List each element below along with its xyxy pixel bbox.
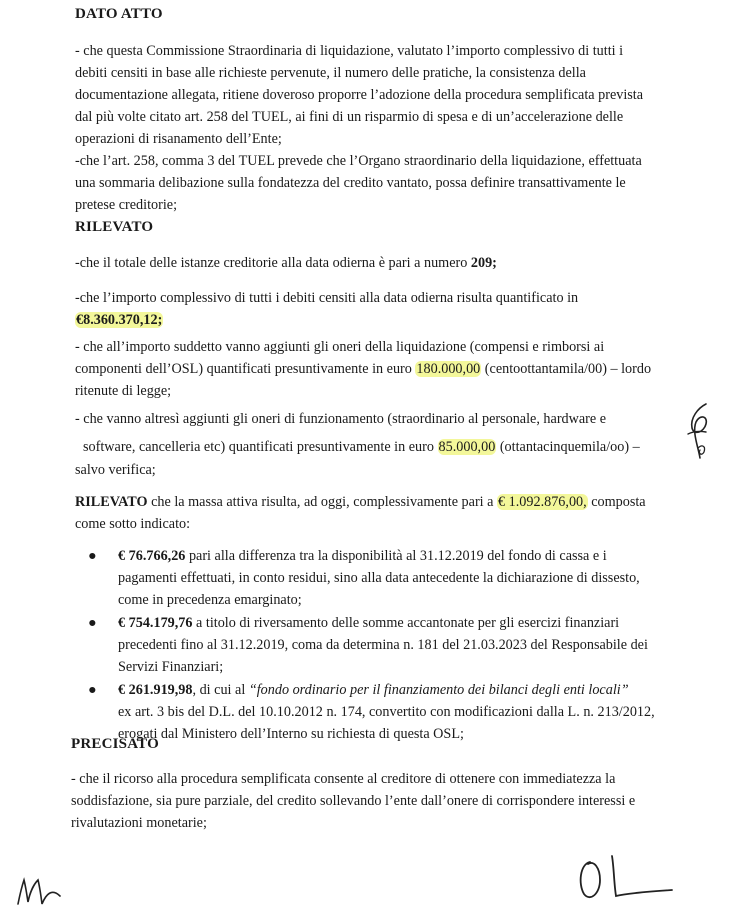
text-line: operazioni di risanamento dell’Ente;	[75, 131, 282, 147]
text-line	[75, 309, 675, 331]
text-line: -che l’importo complessivo di tutti i debiti censiti alla data odierna risulta quantificato in	[75, 290, 579, 306]
paragraph-dato-atto-1	[75, 40, 667, 150]
text-segment: pari alla differenza tra la disponibilità al 31.12.2019 del fondo di cassa e i	[185, 548, 607, 564]
highlighted-operating-costs: 85.000,00	[438, 439, 496, 455]
bottom-left-signature	[14, 866, 74, 906]
text-segment: componenti dell’OSL) quantificati presuntivamente in euro	[75, 361, 416, 377]
text-line	[118, 612, 678, 634]
text-line: pagamenti effettuati, in conto residui, sino alla data antecedente la dichiarazione di dissesto,	[118, 570, 640, 586]
highlighted-liquidation-costs: 180.000,00	[416, 361, 481, 377]
heading-dato-atto: DATO ATTO	[75, 6, 163, 22]
text-line: una sommaria delibazione sulla fondatezza del credito vantato, possa definire transattivamente le	[75, 175, 626, 191]
text-line	[75, 358, 675, 380]
list-item	[88, 679, 678, 745]
text-line	[118, 679, 678, 701]
text-line: dal più volte citato art. 258 del TUEL, ai fini di un risparmio di spesa e di un’accelerazione delle	[75, 109, 624, 125]
paragraph-massa-attiva	[75, 491, 675, 535]
text-line	[75, 491, 675, 513]
paragraph-dato-atto-2	[75, 150, 667, 216]
paragraph-precisato-1	[71, 768, 667, 834]
text-line: - che vanno altresì aggiunti gli oneri di funzionamento (straordinario al personale, hardware e	[75, 411, 607, 427]
highlighted-active-mass: € 1.092.876,00,	[498, 494, 587, 510]
heading-rilevato: RILEVATO	[75, 219, 154, 235]
bullet-amount: € 261.919,98	[118, 682, 193, 698]
bullet-icon: ●	[88, 682, 97, 698]
text-line: precedenti fino al 31.12.2019, coma da determina n. 181 del 21.03.2023 del Responsabile dei	[118, 637, 648, 653]
text-line: come in precedenza emarginato;	[118, 592, 302, 608]
list-item	[88, 612, 678, 678]
highlighted-debt-amount: €8.360.370,12;	[76, 312, 163, 328]
text-line: come sotto indicato:	[75, 516, 191, 532]
text-line: debiti censiti in base alle richieste pervenute, il numero delle pratiche, la consistenza della	[75, 65, 586, 81]
margin-initials-signature	[676, 398, 720, 468]
text-line: ritenute di legge;	[75, 383, 172, 399]
bottom-right-signature	[572, 850, 682, 906]
text-line: documentazione allegata, ritiene doveroso proporre l’adozione della procedura semplificata prevista	[75, 87, 644, 103]
text-line: erogati dal Ministero dell’Interno su richiesta di questa OSL;	[118, 726, 464, 742]
text-segment: (ottantacinquemila/oo) –	[496, 439, 640, 455]
paragraph-rilevato-1	[75, 252, 675, 274]
text-line: - che questa Commissione Straordinaria di liquidazione, valutato l’importo complessivo di tutti i	[75, 43, 624, 59]
text-line: ex art. 3 bis del D.L. del 10.10.2012 n. 174, convertito con modificazioni dalla L. n. 213/2012,	[118, 704, 655, 720]
italic-fund-name: “fondo ordinario per il finanziamento dei bilanci degli enti locali”	[248, 682, 629, 698]
text-segment: (centoottantamila/00) – lordo	[481, 361, 652, 377]
text-segment: composta	[587, 494, 646, 510]
text-line: - che il ricorso alla procedura semplificata consente al creditore di ottenere con immediatezza la	[71, 771, 616, 787]
paragraph-rilevato-2	[75, 287, 675, 331]
list-item	[88, 545, 678, 611]
heading-precisato: PRECISATO	[71, 736, 159, 752]
bullet-icon: ●	[88, 615, 97, 631]
text-line: pretese creditorie;	[75, 197, 178, 213]
bullet-amount: € 754.179,76	[118, 615, 193, 631]
text-line	[75, 252, 675, 274]
bullet-amount: € 76.766,26	[118, 548, 186, 564]
text-line	[118, 545, 678, 567]
text-line: Servizi Finanziari;	[118, 659, 224, 675]
text-segment: che la massa attiva risulta, ad oggi, complessivamente pari a	[147, 494, 497, 510]
active-mass-list	[88, 545, 678, 746]
text-line: -che l’art. 258, comma 3 del TUEL prevede che l’Organo straordinario della liquidazione, effettuata	[75, 153, 642, 169]
total-claims-number: 209;	[470, 255, 497, 271]
paragraph-rilevato-3	[75, 336, 675, 402]
text-line: - che all’importo suddetto vanno aggiunti gli oneri della liquidazione (compensi e rimborsi ai	[75, 339, 605, 355]
text-line: soddisfazione, sia pure parziale, del credito sollevando l’ente dall’onere di corrispondere interessi e	[71, 793, 636, 809]
text-segment: software, cancelleria etc) quantificati presuntivamente in euro	[83, 439, 438, 455]
paragraph-rilevato-4	[75, 405, 675, 479]
text-line	[75, 433, 675, 461]
text-segment: -che il totale delle istanze creditorie alla data odierna è pari a numero	[75, 255, 471, 271]
text-line: rivalutazioni monetarie;	[71, 815, 207, 831]
text-segment: , di cui al	[192, 682, 249, 698]
text-line: salvo verifica;	[75, 462, 156, 478]
inline-heading-rilevato: RILEVATO	[75, 494, 148, 510]
text-segment: a titolo di riversamento delle somme accantonate per gli esercizi finanziari	[192, 615, 620, 631]
bullet-icon: ●	[88, 548, 97, 564]
